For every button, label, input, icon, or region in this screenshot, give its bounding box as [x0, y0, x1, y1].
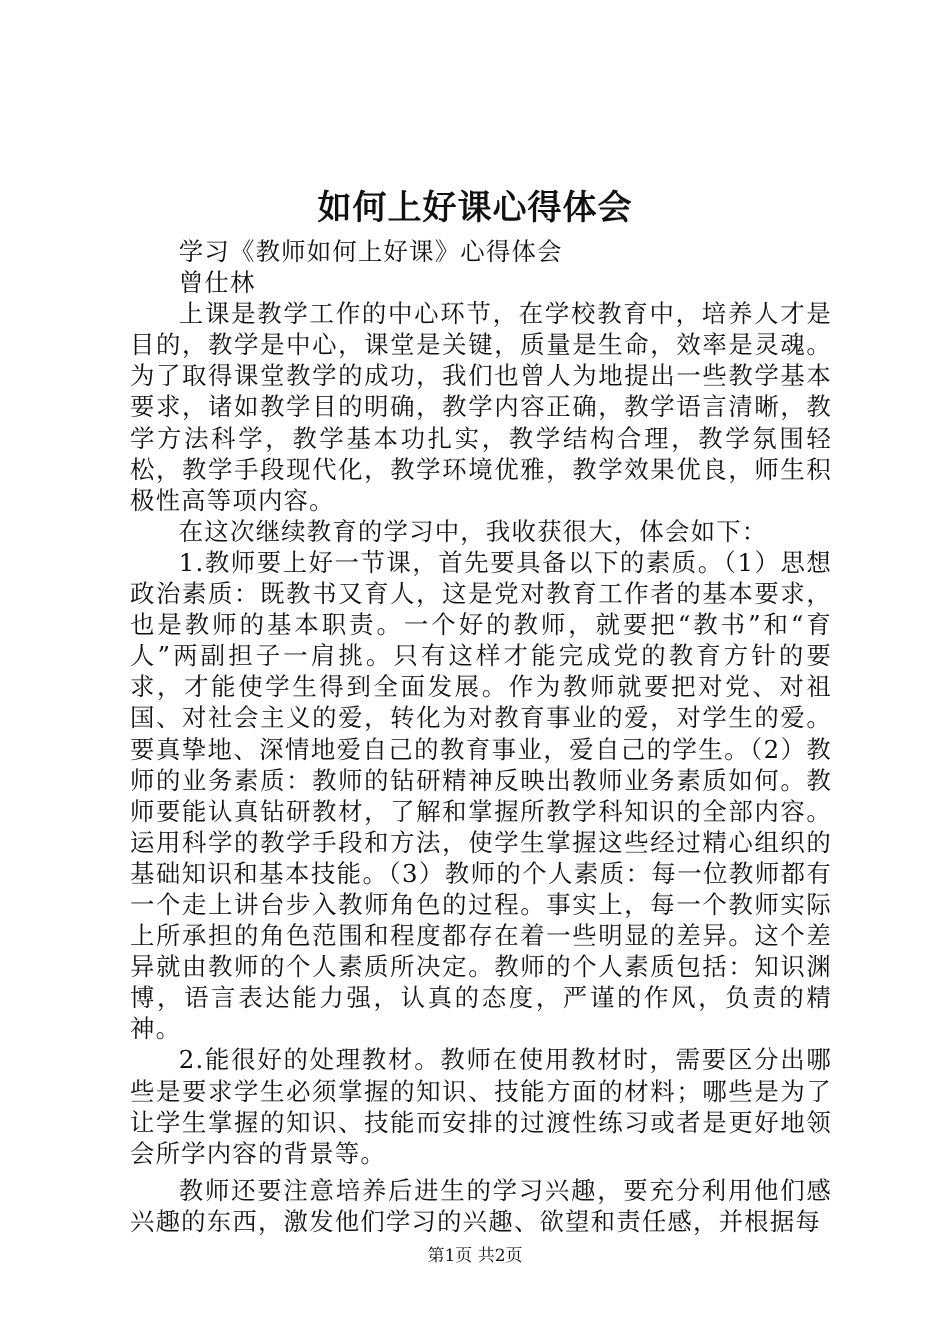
body-paragraph: 1.教师要上好一节课，首先要具备以下的素质。（1）思想政治素质：既教书又育人，这是党对教育工作者的基本要求，也是教师的基本职责。一个好的教师，就要把“教书”和“育人”两副担子一肩挑。只有这样才能完成党的教育方针的要求，才能使学生得到全面发展。作为教师就要把对党、对祖国、对社会主义的爱，转化为对教育事业的爱，对学生的爱。要真挚地、深情地爱自己的教育事业，爱自己的学生。（2）教师的业务素质：教师的钻研精神反映出教师业务素质如何。教师要能认真钻研教材，了解和掌握所教学科知识的全部内容。运用科学的教学手段和方法，使学生掌握这些经过精心组织的基础知识和基本技能。（3）教师的个人素质：每一位教师都有一个走上讲台步入教师角色的过程。事实上，每一个教师实际上所承担的角色范围和程度都存在着一些明显的差异。这个差异就由教师的个人素质所决定。教师的个人素质包括：知识渊博，语言表达能力强，认真的态度，严谨的作风，负责的精神。	[130, 547, 832, 1044]
body-paragraph: 上课是教学工作的中心环节，在学校教育中，培养人才是目的，教学是中心，课堂是关键，质量是生命，效率是灵魂。为了取得课堂教学的成功，我们也曾人为地提出一些教学基本要求，诸如教学目的明确，教学内容正确，教学语言清晰，教学方法科学，教学基本功扎实，教学结构合理，教学氛围轻松，教学手段现代化，教学环境优雅，教学效果优良，师生积极性高等项内容。	[130, 299, 832, 515]
document-subtitle: 学习《教师如何上好课》心得体会	[178, 237, 563, 266]
page-footer: 第1页 共2页	[427, 1246, 523, 1266]
document-title: 如何上好课心得体会	[317, 188, 633, 228]
body-paragraph: 教师还要注意培养后进生的学习兴趣，要充分利用他们感兴趣的东西，激发他们学习的兴趣、欲望和责任感，并根据每	[130, 1175, 832, 1236]
document-author: 曾仕林	[178, 268, 256, 298]
document-body	[130, 236, 832, 1237]
body-paragraph: 在这次继续教育的学习中，我收获很大，体会如下：	[178, 516, 768, 546]
body-paragraph: 2.能很好的处理教材。教师在使用教材时，需要区分出哪些是要求学生必须掌握的知识、技能方面的材料；哪些是为了让学生掌握的知识、技能而安排的过渡性练习或者是更好地领会所学内容的背景等。	[130, 1045, 832, 1168]
